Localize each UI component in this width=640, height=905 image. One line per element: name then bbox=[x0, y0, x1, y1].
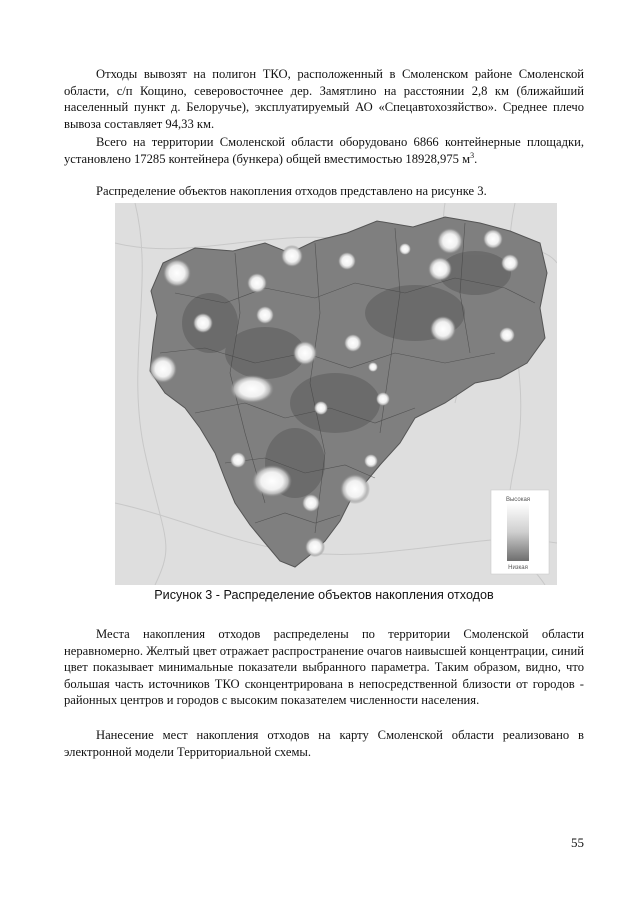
paragraph-containers bbox=[64, 134, 584, 167]
paragraph-containers-end: . bbox=[474, 151, 478, 166]
cubic-superscript: 3 bbox=[470, 150, 475, 160]
page-number: 55 bbox=[571, 835, 584, 850]
legend-gradient-bar bbox=[507, 503, 529, 561]
paragraph-landfill: Отходы вывозят на полигон ТКО, расположенный в Смоленском районе Смоленской области, с/п Кощино, северовосточнее дер. Замятлино на расстоянии 2,8 км (ближайший населенный пункт д. Белоручье), эксплуатируемый АО «Спецавтохозяйство». Среднее плечо вывоза составляет 94,33 км. bbox=[64, 67, 584, 131]
map-legend bbox=[491, 490, 549, 574]
legend-low-label: Низкая bbox=[508, 565, 528, 571]
map-graphic bbox=[115, 203, 557, 585]
paragraph-figure-ref: Распределение объектов накопления отходов представлено на рисунке 3. bbox=[96, 184, 487, 198]
paragraph-model: Нанесение мест накопления отходов на карту Смоленской области реализовано в электронной модели Территориальной схемы. bbox=[64, 728, 584, 759]
paragraph-containers-text: Всего на территории Смоленской области оборудовано 6866 контейнерные площадки, установлено 17285 контейнера (бункера) общей вместимостью 18928,975 м bbox=[64, 135, 584, 166]
paragraph-distribution: Места накопления отходов распределены по территории Смоленской области неравномерно. Желтый цвет отражает распространение очагов наивысшей концентрации, синий цвет показывает минимальные показатели выбранного параметра. Таким образом, видно, что большая часть источников ТКО сконцентрирована в непосредственной близости от городов - районных центров и городов с высоким показателем численности населения. bbox=[64, 627, 584, 708]
waste-density-map bbox=[115, 203, 557, 585]
legend-high-label: Высокая bbox=[505, 497, 531, 503]
figure-caption: Рисунок 3 - Распределение объектов накопления отходов bbox=[154, 588, 494, 602]
